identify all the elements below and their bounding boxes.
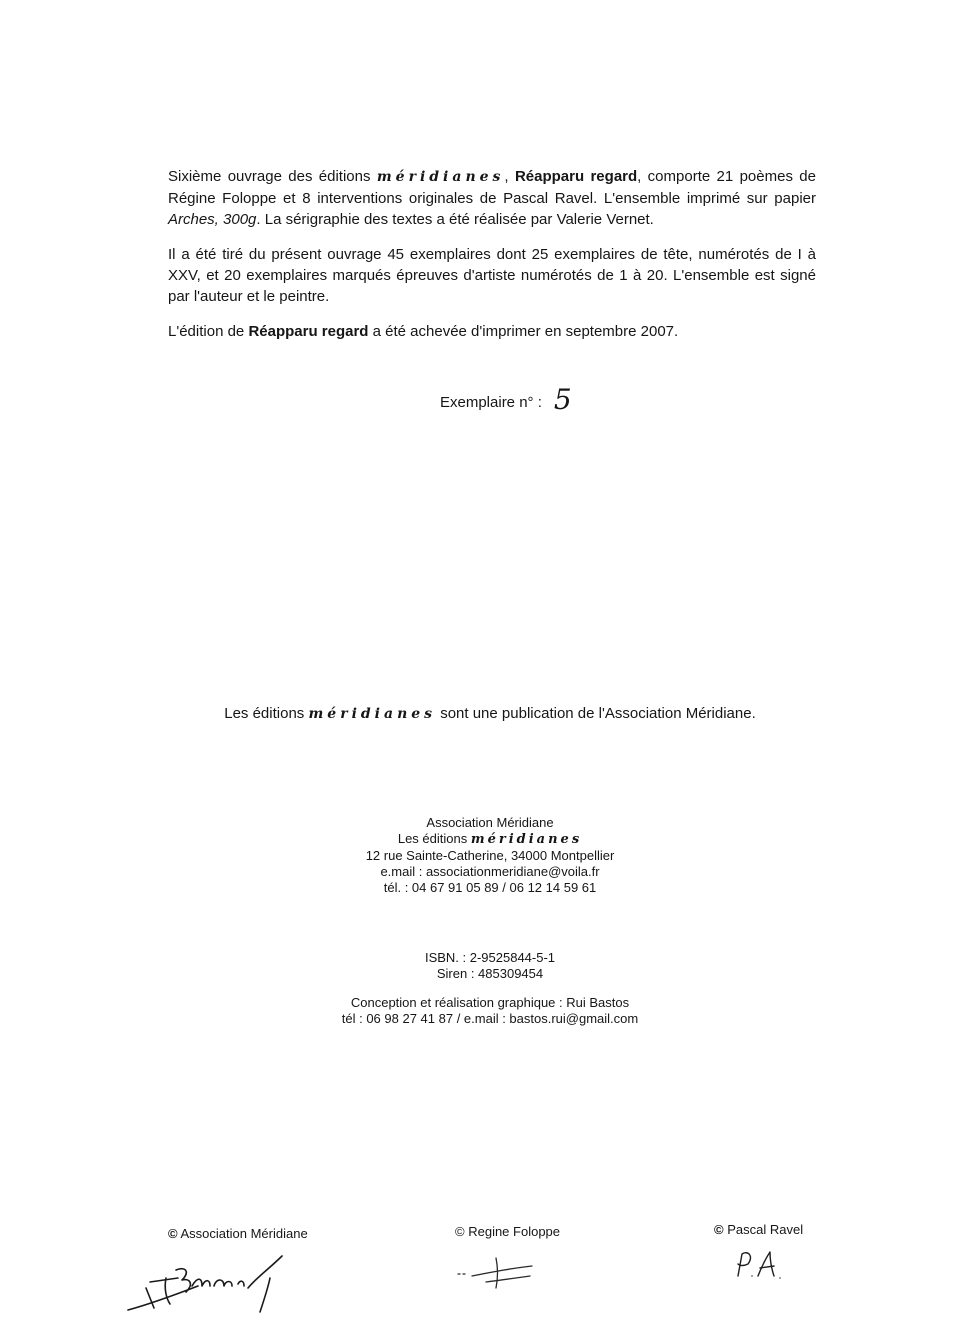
publisher-address xyxy=(0,815,980,896)
copy-number-handwritten: 5 xyxy=(553,383,572,416)
paper-type: Arches, 300g xyxy=(168,211,257,228)
book-title: Réapparu regard xyxy=(514,168,638,185)
paragraph-printing-date: L'édition de Réapparu regard a été achevée d'imprimer en septembre 2007. xyxy=(168,323,679,340)
address-email: e.mail : associationmeridiane@voila.fr xyxy=(380,864,600,879)
address-org: Association Méridiane xyxy=(426,815,554,830)
design-credit: Conception et réalisation graphique : Rui Bastos xyxy=(350,995,630,1010)
copyright-icon: © xyxy=(168,1226,178,1241)
paragraph-description: Sixième ouvrage des éditions méridianes, Réapparu regard, comporte 21 poèmes de Régine Foloppe et 8 interventions originales de Pascal Ravel. L'ensemble imprimé sur papier Arches, 300g. La sérigraphie des textes a été réalisée par Valerie Vernet. xyxy=(168,168,816,228)
brand-name: méridianes xyxy=(470,832,583,847)
copyright-icon: © xyxy=(455,1224,465,1239)
isbn-number: ISBN. : 2-9525844-5-1 xyxy=(424,950,556,965)
copy-number-label: Exemplaire n° : xyxy=(440,394,542,411)
address-phone: tél. : 04 67 91 05 89 / 06 12 14 59 61 xyxy=(383,880,597,895)
signature-association xyxy=(120,1248,300,1318)
signature-ravel xyxy=(730,1246,810,1286)
copyright-foloppe: © Regine Foloppe xyxy=(455,1224,561,1239)
brand-name: méridianes xyxy=(308,706,437,722)
book-title: Réapparu regard xyxy=(248,323,369,340)
copyright-icon: © xyxy=(714,1222,724,1237)
siren-number: Siren : 485309454 xyxy=(436,966,544,981)
paragraph-print-run: Il a été tiré du présent ouvrage 45 exemplaires dont 25 exemplaires de tête, numérotés de I à XXV, et 20 exemplaires marqués épreuves d'artiste numérotés de 1 à 20. L'ensemble est signé par l'auteur et le peintre. xyxy=(168,246,816,305)
colophon-text xyxy=(168,166,816,356)
signature-foloppe xyxy=(452,1252,542,1292)
address-imprint: Les éditions méridianes xyxy=(397,831,583,847)
brand-name: méridianes xyxy=(376,169,505,185)
design-credits xyxy=(0,995,980,1027)
publication-statement: Les éditions méridianes sont une publication de l'Association Méridiane. xyxy=(224,705,756,722)
isbn-block xyxy=(0,950,980,982)
design-contact: tél : 06 98 27 41 87 / e.mail : bastos.rui@gmail.com xyxy=(341,1011,639,1026)
copyright-association: © Association Méridiane xyxy=(168,1226,308,1241)
address-street: 12 rue Sainte-Catherine, 34000 Montpellier xyxy=(365,848,615,863)
copyright-ravel: © Pascal Ravel xyxy=(714,1222,804,1237)
copy-number xyxy=(440,384,572,414)
